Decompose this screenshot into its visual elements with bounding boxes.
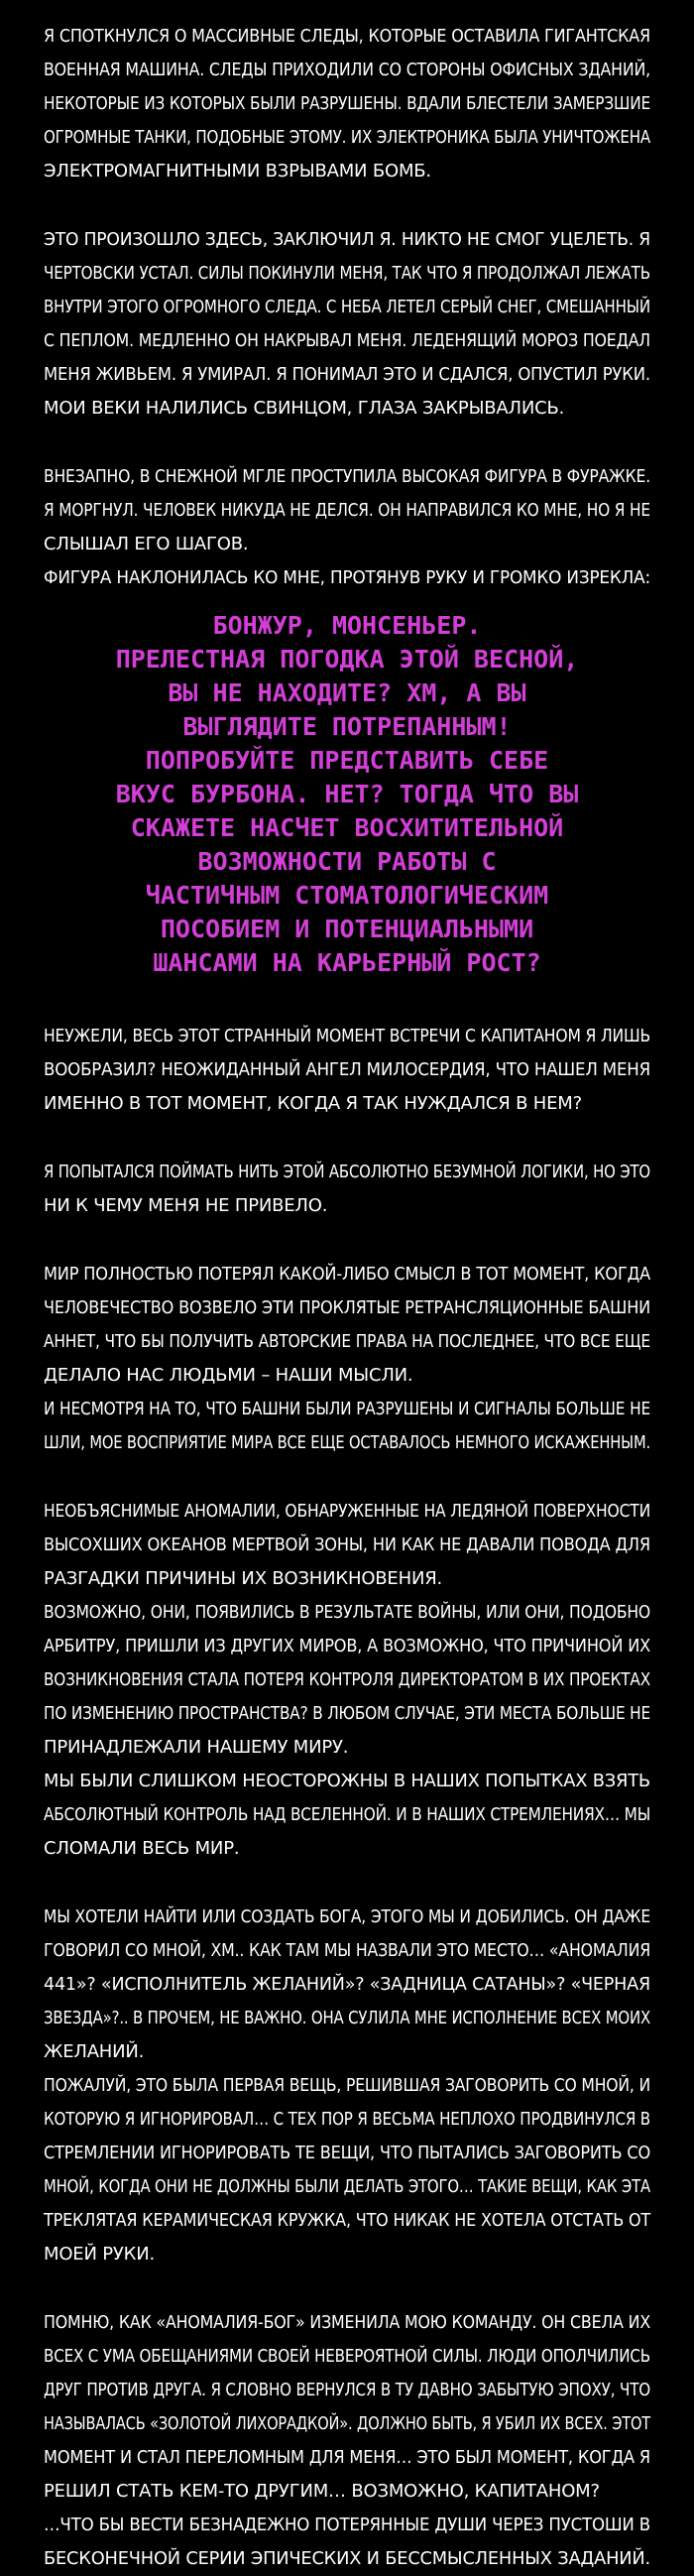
text-line: МОЕЙ РУКИ. (44, 2244, 156, 2265)
text-line: ДРУГ ПРОТИВ ДРУГА. Я СЛОВНО ВЕРНУЛСЯ В ТУ ДАВНО ЗАБЫТУЮ ЭПОХУ, ЧТО (44, 2380, 651, 2400)
text-line: ВОЗМОЖНО, ОНИ, ПОЯВИЛИСЬ В РЕЗУЛЬТАТЕ ВОЙНЫ, ИЛИ ОНИ, ПОДОБНО (44, 1602, 651, 1623)
text-line: МОИ ВЕКИ НАЛИЛИСЬ СВИНЦОМ, ГЛАЗА ЗАКРЫВАЛИСЬ. (44, 398, 565, 419)
text-line: ПРИНАДЛЕЖАЛИ НАШЕМУ МИРУ. (44, 1737, 349, 1758)
speech-line: ПОСОБИЕМ И ПОТЕНЦИАЛЬНЫМИ (160, 915, 534, 943)
text-line: ВНУТРИ ЭТОГО ОГРОМНОГО СЛЕДА. С НЕБА ЛЕТЕЛ СЕРЫЙ СНЕГ, СМЕШАННЫЙ (44, 297, 651, 317)
text-line: ШЛИ, МОЕ ВОСПРИЯТИЕ МИРА ВСЕ ЕЩЕ ОСТАВАЛОСЬ НЕМНОГО ИСКАЖЕННЫМ. (44, 1432, 651, 1453)
text-line: НЕОБЪЯСНИМЫЕ АНОМАЛИИ, ОБНАРУЖЕННЫЕ НА ЛЕДЯНОЙ ПОВЕРХНОСТИ (44, 1501, 651, 1522)
text-line: 441»? «ИСПОЛНИТЕЛЬ ЖЕЛАНИЙ»? «ЗАДНИЦА САТАНЫ»? «ЧЕРНАЯ (44, 1974, 650, 1995)
text-line: АРБИТРУ, ПРИШЛИ ИЗ ДРУГИХ МИРОВ, А ВОЗМОЖНО, ЧТО ПРИЧИНОЙ ИХ (44, 1636, 650, 1656)
paragraph-footprints (44, 20, 650, 188)
speech-line: ВКУС БУРБОНА. НЕТ? ТОГДА ЧТО ВЫ (115, 780, 579, 808)
text-line: ВОЕННАЯ МАШИНА. СЛЕДЫ ПРИХОДИЛИ СО СТОРОНЫ ОФИСНЫХ ЗДАНИЙ, (44, 60, 651, 80)
text-line: …ЧТО БЫ ВЕСТИ БЕЗНАДЕЖНО ПОТЕРЯННЫЕ ДУШИ ЧЕРЕЗ ПУСТОШИ В (44, 2515, 651, 2535)
text-line: НИ К ЧЕМУ МЕНЯ НЕ ПРИВЕЛО. (44, 1195, 328, 1216)
text-line: СТРЕМЛЕНИИ ИГНОРИРОВАТЬ ТЕ ВЕЩИ, ЧТО ПЫТАЛИСЬ ЗАГОВОРИТЬ СО (44, 2143, 651, 2163)
text-line: ОГРОМНЫЕ ТАНКИ, ПОДОБНЫЕ ЭТОМУ. ИХ ЭЛЕКТРОНИКА БЫЛА УНИЧТОЖЕНА (44, 127, 650, 148)
speech-line: ШАНСАМИ НА КАРЬЕРНЫЙ РОСТ? (153, 948, 541, 977)
text-line: ГОВОРИЛ СО МНОЙ, ХМ.. КАК ТАМ МЫ НАЗВАЛИ ЭТО МЕСТО… «АНОМАЛИЯ (44, 1940, 650, 1961)
text-line: ВОЗНИКНОВЕНИЯ СТАЛА ПОТЕРЯ КОНТРОЛЯ ДИРЕКТОРАТОМ В ИХ ПРОЕКТАХ (44, 1669, 650, 1690)
paragraph-anomalies (44, 1495, 650, 1866)
text-line: МОМЕНТ И СТАЛ ПЕРЕЛОМНЫМ ДЛЯ МЕНЯ… ЭТО БЫЛ МОМЕНТ, КОГДА Я (44, 2447, 650, 2468)
speech-line: ПОПРОБУЙТЕ ПРЕДСТАВИТЬ СЕБЕ (145, 746, 549, 775)
speech-line: ЧАСТИЧНЫМ СТОМАТОЛОГИЧЕСКИМ (145, 881, 549, 910)
text-line: МЫ БЫЛИ СЛИШКОМ НЕОСТОРОЖНЫ В НАШИХ ПОПЫТКАХ ВЗЯТЬ (44, 1771, 650, 1791)
text-line: ЧЕРТОВСКИ УСТАЛ. СИЛЫ ПОКИНУЛИ МЕНЯ, ТАК ЧТО Я ПРОДОЛЖАЛ ЛЕЖАТЬ (44, 263, 650, 284)
text-line: НЕКОТОРЫЕ ИЗ КОТОРЫХ БЫЛИ РАЗРУШЕНЫ. ВДАЛИ БЛЕСТЕЛИ ЗАМЕРЗШИЕ (44, 93, 651, 114)
paragraph-imagined (44, 1020, 650, 1121)
text-line: ПОЖАЛУЙ, ЭТО БЫЛА ПЕРВАЯ ВЕЩЬ, РЕШИВШАЯ ЗАГОВОРИТЬ СО МНОЙ, И (44, 2075, 650, 2096)
text-line: ЖЕЛАНИЙ. (44, 2041, 145, 2062)
paragraph-figure (44, 460, 650, 595)
text-line: ТРЕКЛЯТАЯ КЕРАМИЧЕСКАЯ КРУЖКА, ЧТО НИКАК НЕ ХОТЕЛА ОТСТАТЬ ОТ (44, 2210, 651, 2231)
text-line: ИМЕННО В ТОТ МОМЕНТ, КОГДА Я ТАК НУЖДАЛСЯ В НЕМ? (44, 1093, 582, 1114)
text-line: БЕСКОНЕЧНОЙ СЕРИИ ЭПИЧЕСКИХ И БЕССМЫСЛЕННЫХ ЗАДАНИЙ. (44, 2548, 651, 2569)
text-line: РЕШИЛ СТАТЬ КЕМ-ТО ДРУГИМ… ВОЗМОЖНО, КАПИТАНОМ? (44, 2481, 600, 2502)
paragraph-logic (44, 1156, 650, 1223)
text-line: ЭЛЕКТРОМАГНИТНЫМИ ВЗРЫВАМИ БОМБ. (44, 161, 431, 182)
text-line: АБСОЛЮТНЫЙ КОНТРОЛЬ НАД ВСЕЛЕННОЙ. И В НАШИХ СТРЕМЛЕНИЯХ… МЫ (44, 1804, 651, 1825)
text-line: НАЗЫВАЛАСЬ «ЗОЛОТОЙ ЛИХОРАДКОЙ». ДОЛЖНО БЫТЬ, Я УБИЛ ИХ ВСЕХ. ЭТОТ (44, 2413, 651, 2434)
text-line: КОТОРУЮ Я ИГНОРИРОВАЛ… С ТЕХ ПОР Я ВЕСЬМА НЕПЛОХО ПРОДВИНУЛСЯ В (44, 2109, 651, 2130)
text-line: ПОМНЮ, КАК «АНОМАЛИЯ-БОГ» ИЗМЕНИЛА МОЮ КОМАНДУ. ОН СВЕЛА ИХ (44, 2312, 650, 2333)
text-line: АННЕТ, ЧТО БЫ ПОЛУЧИТЬ АВТОРСКИЕ ПРАВА НА ПОСЛЕДНЕЕ, ЧТО ВСЕ ЕЩЕ (44, 1331, 650, 1352)
text-line: СЛОМАЛИ ВЕСЬ МИР. (44, 1838, 240, 1859)
text-line: Я СПОТКНУЛСЯ О МАССИВНЫЕ СЛЕДЫ, КОТОРЫЕ ОСТАВИЛА ГИГАНТСКАЯ (44, 26, 650, 47)
text-line: ЭТО ПРОИЗОШЛО ЗДЕСЬ, ЗАКЛЮЧИЛ Я. НИКТО НЕ СМОГ УЦЕЛЕТЬ. Я (44, 229, 650, 250)
speech-line: ВОЗМОЖНОСТИ РАБОТЫ С (197, 847, 497, 876)
text-line: СЛЫШАЛ ЕГО ШАГОВ. (44, 534, 249, 554)
text-line: ВЫСОХШИХ ОКЕАНОВ МЕРТВОЙ ЗОНЫ, НИ КАК НЕ ДАВАЛИ ПОВОДА ДЛЯ (44, 1534, 650, 1555)
text-line: НЕУЖЕЛИ, ВЕСЬ ЭТОТ СТРАННЫЙ МОМЕНТ ВСТРЕЧИ С КАПИТАНОМ Я ЛИШЬ (44, 1026, 651, 1046)
paragraph-god (44, 1901, 650, 2271)
text-line: Я ПОПЫТАЛСЯ ПОЙМАТЬ НИТЬ ЭТОЙ АБСОЛЮТНО БЕЗУМНОЙ ЛОГИКИ, НО ЭТО (44, 1162, 650, 1182)
text-line: Я МОРГНУЛ. ЧЕЛОВЕК НИКУДА НЕ ДЕЛСЯ. ОН НАПРАВИЛСЯ КО МНЕ, НО Я НЕ (44, 500, 650, 521)
text-line: МЕНЯ ЖИВЬЕМ. Я УМИРАЛ. Я ПОНИМАЛ ЭТО И СДАЛСЯ, ОПУСТИЛ РУКИ. (44, 364, 650, 385)
text-line: МИР ПОЛНОСТЬЮ ПОТЕРЯЛ КАКОЙ-ЛИБО СМЫСЛ В ТОТ МОМЕНТ, КОГДА (44, 1264, 651, 1285)
paragraph-team (44, 2306, 650, 2576)
text-line: РАЗГАДКИ ПРИЧИНЫ ИХ ВОЗНИКНОВЕНИЯ. (44, 1568, 443, 1589)
speech-line: БОНЖУР, МОНСЕНЬЕР. (212, 611, 482, 640)
text-line: ФИГУРА НАКЛОНИЛАСЬ КО МНЕ, ПРОТЯНУВ РУКУ И ГРОМКО ИЗРЕКЛА: (44, 567, 650, 588)
speech-line: ВЫГЛЯДИТЕ ПОТРЕПАННЫМ! (182, 712, 512, 741)
text-line: ЧЕЛОВЕЧЕСТВО ВОЗВЕЛО ЭТИ ПРОКЛЯТЫЕ РЕТРАНСЛЯЦИОННЫЕ БАШНИ (44, 1297, 651, 1318)
speech-line: СКАЖЕТЕ НАСЧЕТ ВОСХИТИТЕЛЬНОЙ (130, 813, 564, 842)
text-line: ДЕЛАЛО НАС ЛЮДЬМИ – НАШИ МЫСЛИ. (44, 1365, 413, 1386)
text-line: И НЕСМОТРЯ НА ТО, ЧТО БАШНИ БЫЛИ РАЗРУШЕНЫ И СИГНАЛЫ БОЛЬШЕ НЕ (44, 1399, 651, 1419)
text-line: ВООБРАЗИЛ? НЕОЖИДАННЫЙ АНГЕЛ МИЛОСЕРДИЯ, ЧТО НАШЕЛ МЕНЯ (44, 1059, 651, 1080)
paragraph-towers (44, 1258, 650, 1460)
paragraph-dying (44, 223, 650, 426)
text-line: ЗВЕЗДА»?.. В ПРОЧЕМ, НЕ ВАЖНО. ОНА СУЛИЛА МНЕ ИСПОЛНЕНИЕ ВСЕХ МОИХ (44, 2008, 651, 2028)
speech-line: ВЫ НЕ НАХОДИТЕ? ХМ, А ВЫ (168, 678, 526, 707)
text-line: С ПЕПЛОМ. МЕДЛЕННО ОН НАКРЫВАЛ МЕНЯ. ЛЕДЕНЯЩИЙ МОРОЗ ПОЕДАЛ (44, 330, 650, 351)
text-line: ВНЕЗАПНО, В СНЕЖНОЙ МГЛЕ ПРОСТУПИЛА ВЫСОКАЯ ФИГУРА В ФУРАЖКЕ. (44, 466, 650, 487)
speech-line: ПРЕЛЕСТНАЯ ПОГОДКА ЭТОЙ ВЕСНОЙ, (115, 645, 579, 674)
captain-speech (44, 609, 650, 980)
text-line: МЫ ХОТЕЛИ НАЙТИ ИЛИ СОЗДАТЬ БОГА, ЭТОГО МЫ И ДОБИЛИСЬ. ОН ДАЖЕ (44, 1906, 650, 1927)
text-line: МНОЙ, КОГДА ОНИ НЕ ДОЛЖНЫ БЫЛИ ДЕЛАТЬ ЭТОГО… ТАКИЕ ВЕЩИ, КАК ЭТА (44, 2176, 650, 2197)
text-line: ВСЕХ С УМА ОБЕЩАНИЯМИ СВОЕЙ НЕВЕРОЯТНОЙ СИЛЫ. ЛЮДИ ОПОЛЧИЛИСЬ (44, 2346, 651, 2367)
text-line: ПО ИЗМЕНЕНИЮ ПРОСТРАНСТВА? В ЛЮБОМ СЛУЧАЕ, ЭТИ МЕСТА БОЛЬШЕ НЕ (44, 1703, 650, 1724)
